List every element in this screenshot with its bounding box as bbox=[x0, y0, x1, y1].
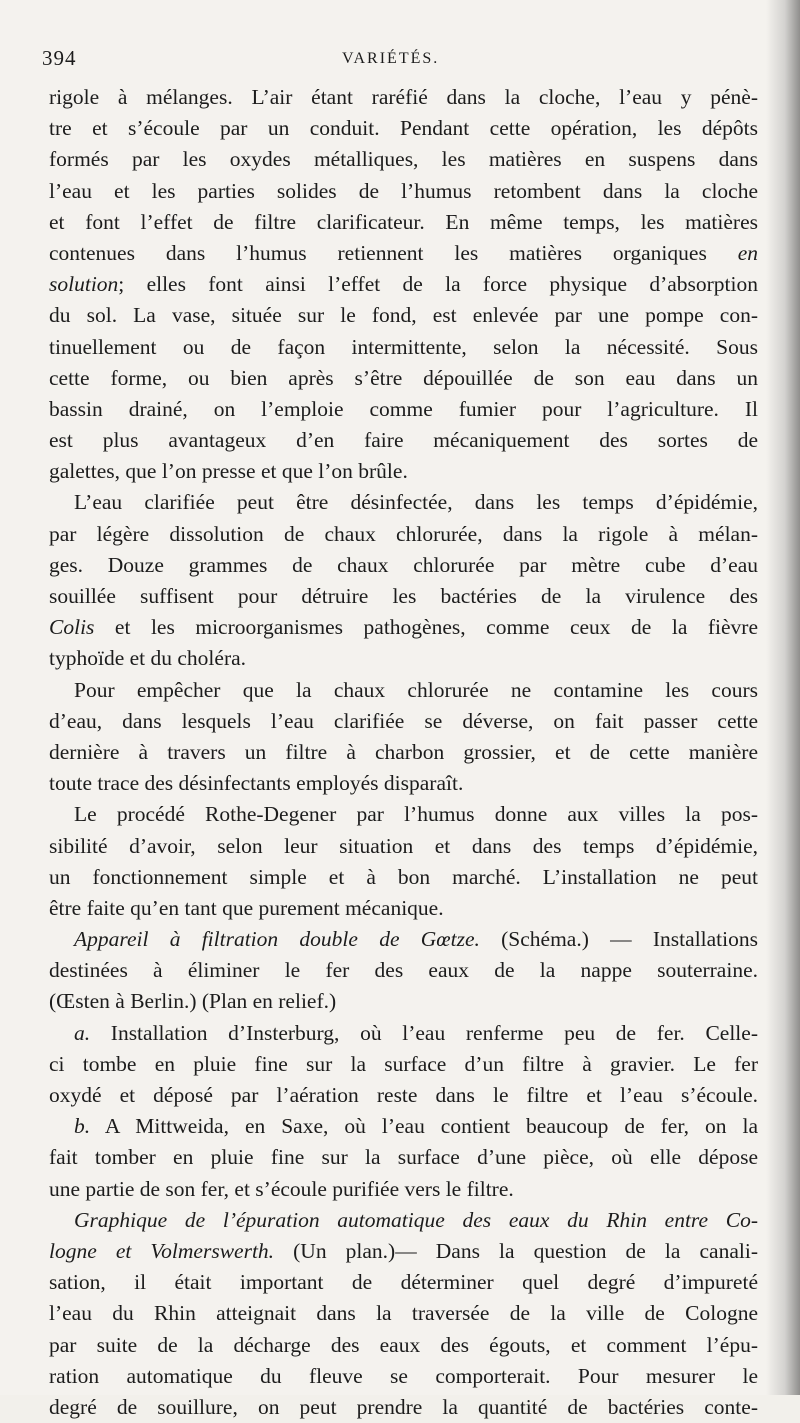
paragraph-start: Le procédé Rothe-Degener par l’humus donne aux villes la pos- bbox=[74, 802, 758, 827]
text-line: une partie de son fer, et s’écoule purifiée vers le filtre. bbox=[49, 1176, 514, 1201]
text-line: sation, il était important de déterminer quel degré d’impureté bbox=[49, 1270, 758, 1295]
text-line: galettes, que l’on presse et que l’on brûle. bbox=[49, 459, 408, 484]
text-line: formés par les oxydes métalliques, les matières en suspens dans bbox=[49, 147, 758, 172]
text-line: sibilité d’avoir, selon leur situation et dans des temps d’épidémie, bbox=[49, 833, 758, 858]
text-line: Colis et les microorganismes pathogènes, comme ceux de la fièvre bbox=[49, 615, 758, 640]
spine-shadow bbox=[766, 0, 800, 1395]
text-line: est plus avantageux d’en faire mécaniquement des sortes de bbox=[49, 428, 758, 453]
text-line: typhoïde et du choléra. bbox=[49, 646, 247, 671]
text-line: rigole à mélanges. L’air étant raréfié dans la cloche, l’eau y pénè- bbox=[49, 85, 758, 109]
text-line: d’eau, dans lesquels l’eau clarifiée se déverse, on fait passer cette bbox=[49, 708, 758, 733]
text-line: être faite qu’en tant que purement mécanique. bbox=[49, 895, 444, 920]
text-line: ration automatique du fleuve se comporterait. Pour mesurer le bbox=[49, 1363, 758, 1388]
text-line: toute trace des désinfectants employés disparaît. bbox=[49, 771, 464, 796]
paragraph-start: Appareil à filtration double de Gœtze. (Schéma.) — Installations bbox=[74, 927, 758, 952]
text-line: logne et Volmerswerth. (Un plan.)— Dans la question de la canali- bbox=[49, 1238, 758, 1263]
text-line: bassin drainé, on l’emploie comme fumier pour l’agriculture. Il bbox=[49, 396, 758, 421]
text-line: par légère dissolution de chaux chlorurée, dans la rigole à mélan- bbox=[49, 521, 758, 546]
paragraph-start: a. Installation d’Insterburg, où l’eau renferme peu de fer. Celle- bbox=[74, 1020, 758, 1045]
text-line: cette forme, ou bien après s’être dépouillée de son eau dans un bbox=[49, 365, 758, 390]
paragraph-start: Graphique de l’épuration automatique des eaux du Rhin entre Co- bbox=[74, 1207, 758, 1232]
text-line: tre et s’écoule par un conduit. Pendant cette opération, les dépôts bbox=[49, 116, 758, 141]
text-line: fait tomber en pluie fine sur la surface d’une pièce, où elle dépose bbox=[49, 1145, 758, 1170]
text-line: dernière à travers un filtre à charbon grossier, et de cette manière bbox=[49, 739, 758, 764]
running-head: VARIÉTÉS. bbox=[342, 50, 440, 67]
text-line: (Œsten à Berlin.) (Plan en relief.) bbox=[49, 989, 337, 1014]
paragraph-start: L’eau clarifiée peut être désinfectée, dans les temps d’épidémie, bbox=[74, 490, 758, 515]
text-line: oxydé et déposé par l’aération reste dans le filtre et l’eau s’écoule. bbox=[49, 1083, 758, 1107]
text-line: l’eau et les parties solides de l’humus retombent dans la cloche bbox=[49, 178, 758, 203]
text-line: destinées à éliminer le fer des eaux de la nappe souterraine. bbox=[49, 958, 758, 983]
page-header bbox=[42, 46, 752, 74]
text-line: et font l’effet de filtre clarificateur. En même temps, les matières bbox=[49, 209, 758, 234]
text-line: contenues dans l’humus retiennent les matières organiques en bbox=[49, 240, 758, 265]
paragraph-start: b. A Mittweida, en Saxe, où l’eau contient beaucoup de fer, on la bbox=[74, 1114, 758, 1139]
text-line: tinuellement ou de façon intermittente, selon la nécessité. Sous bbox=[49, 334, 758, 359]
text-line: par suite de la décharge des eaux des égouts, et comment l’épu- bbox=[49, 1332, 758, 1357]
text-line: souillée suffisent pour détruire les bactéries de la virulence des bbox=[49, 584, 758, 608]
page-number: 394 bbox=[42, 46, 77, 70]
text-line: l’eau du Rhin atteignait dans la traversée de la ville de Cologne bbox=[49, 1301, 758, 1326]
text-line: ges. Douze grammes de chaux chlorurée par mètre cube d’eau bbox=[49, 552, 758, 577]
text-line: un fonctionnement simple et à bon marché. L’installation ne peut bbox=[49, 864, 758, 889]
paragraph-start: Pour empêcher que la chaux chlorurée ne contamine les cours bbox=[74, 677, 758, 702]
body-text bbox=[49, 82, 758, 1423]
text-line: solution; elles font ainsi l’effet de la force physique d’absorption bbox=[49, 272, 758, 297]
text-line: degré de souillure, on peut prendre la quantité de bactéries conte- bbox=[49, 1394, 758, 1419]
text-line: du sol. La vase, située sur le fond, est enlevée par une pompe con- bbox=[49, 303, 758, 328]
text-line: ci tombe en pluie fine sur la surface d’un filtre à gravier. Le fer bbox=[49, 1051, 758, 1076]
